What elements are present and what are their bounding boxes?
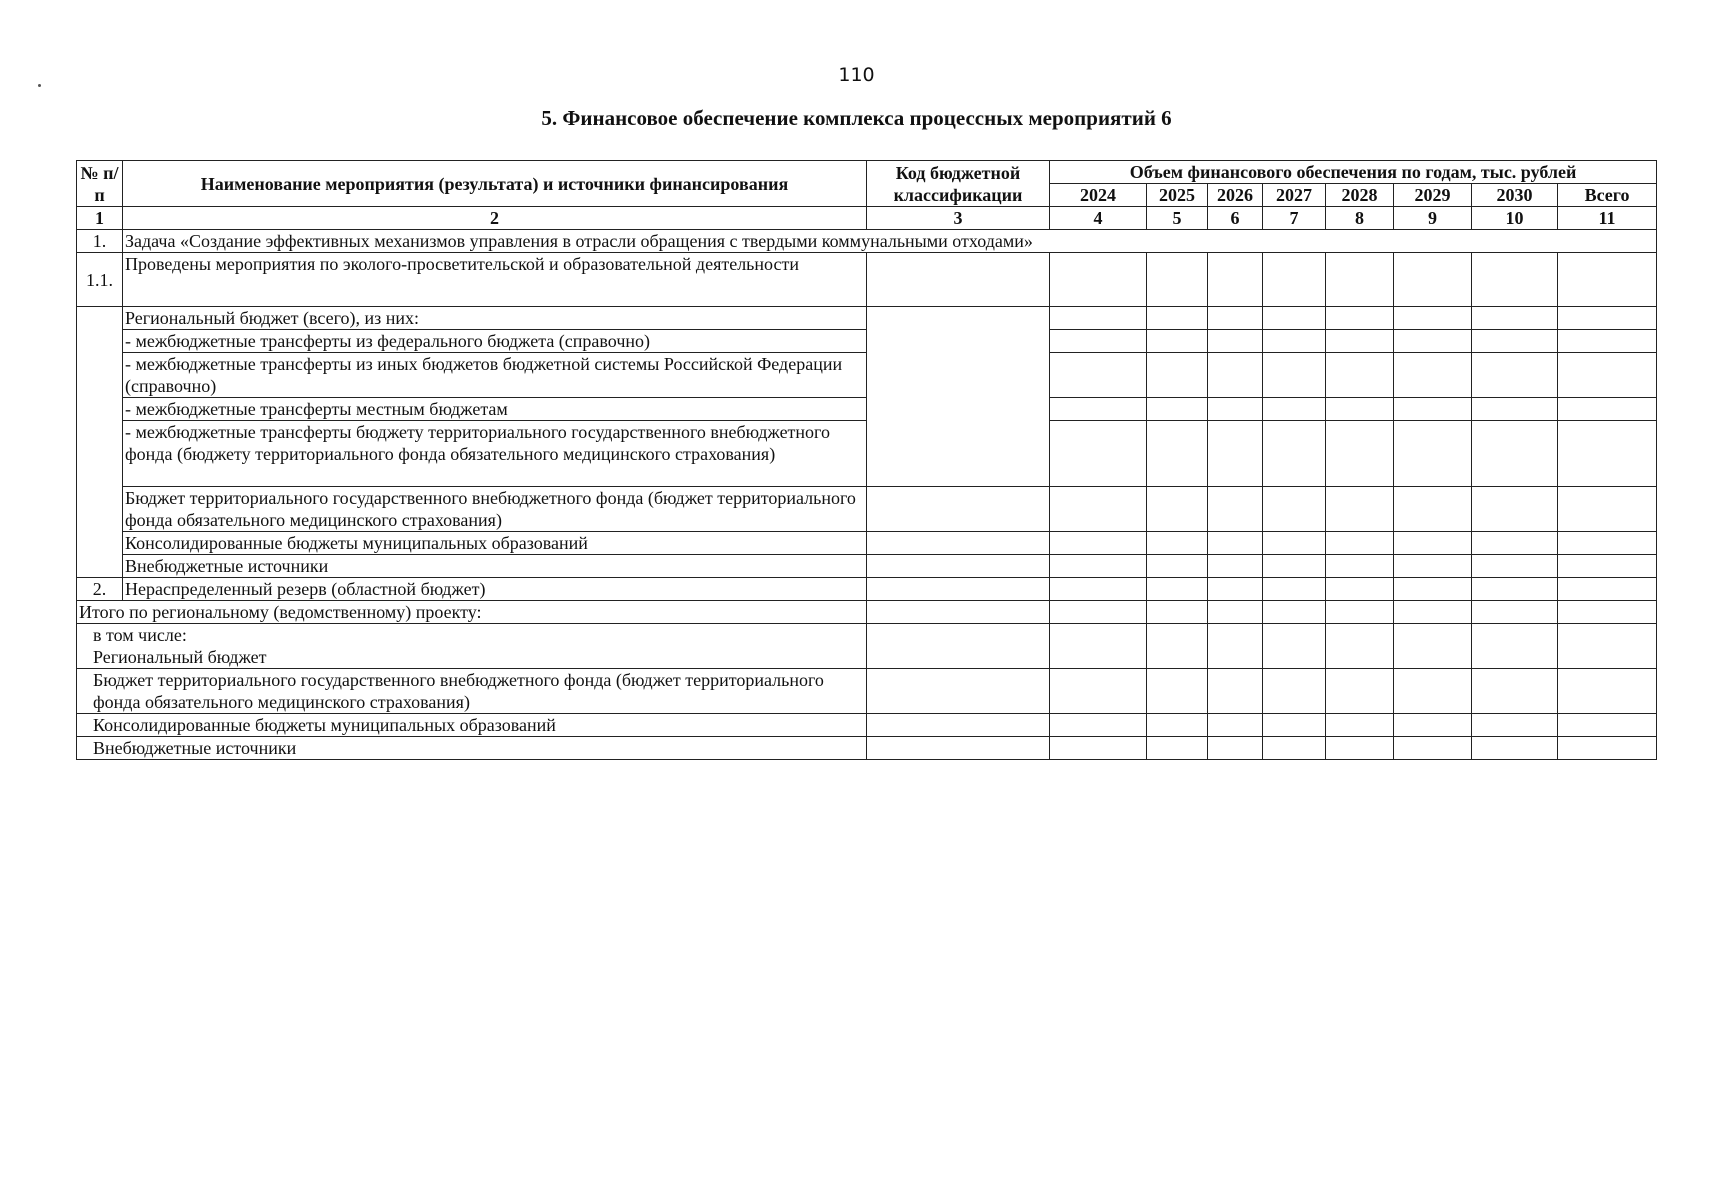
value-cell bbox=[1263, 253, 1326, 307]
value-cell bbox=[1263, 624, 1326, 669]
value-cell bbox=[1208, 669, 1263, 714]
value-cell bbox=[1050, 624, 1147, 669]
value-cell bbox=[1326, 353, 1394, 398]
value-cell bbox=[1050, 421, 1147, 487]
value-cell bbox=[1050, 487, 1147, 532]
value-cell bbox=[1558, 398, 1657, 421]
value-cell bbox=[1050, 532, 1147, 555]
code-cell bbox=[867, 714, 1050, 737]
total-source-row bbox=[77, 669, 1657, 714]
code-cell bbox=[867, 737, 1050, 760]
source-row bbox=[77, 487, 1657, 532]
code-cell bbox=[867, 578, 1050, 601]
value-cell bbox=[1147, 714, 1208, 737]
value-cell bbox=[1263, 714, 1326, 737]
value-cell bbox=[1326, 714, 1394, 737]
value-cell bbox=[1147, 555, 1208, 578]
source-label: Региональный бюджет (всего), из них: bbox=[123, 307, 867, 330]
reserve-row bbox=[77, 578, 1657, 601]
total-source-label: Бюджет территориального государственного внебюджетного фонда (бюджет территориального фонда обязательного медицинского страхования) bbox=[77, 669, 867, 714]
value-cell bbox=[1472, 253, 1558, 307]
value-cell bbox=[1263, 487, 1326, 532]
index-cell: 9 bbox=[1394, 207, 1472, 230]
code-cell bbox=[867, 253, 1050, 307]
value-cell bbox=[1050, 353, 1147, 398]
header-row-1 bbox=[77, 161, 1657, 184]
index-cell: 8 bbox=[1326, 207, 1394, 230]
value-cell bbox=[1050, 307, 1147, 330]
value-cell bbox=[1263, 555, 1326, 578]
value-cell bbox=[1050, 555, 1147, 578]
header-volume: Объем финансового обеспечения по годам, тыс. рублей bbox=[1050, 161, 1657, 184]
value-cell bbox=[1394, 253, 1472, 307]
header-total: Всего bbox=[1558, 184, 1657, 207]
value-cell bbox=[1558, 555, 1657, 578]
value-cell bbox=[1472, 487, 1558, 532]
code-cell-merged bbox=[867, 307, 1050, 487]
value-cell bbox=[1394, 487, 1472, 532]
value-cell bbox=[1326, 421, 1394, 487]
reserve-num: 2. bbox=[77, 578, 123, 601]
value-cell bbox=[1472, 353, 1558, 398]
index-cell: 7 bbox=[1263, 207, 1326, 230]
page-number: 110 bbox=[838, 64, 875, 86]
financing-table bbox=[76, 160, 1657, 760]
header-year: 2029 bbox=[1394, 184, 1472, 207]
total-row bbox=[77, 601, 1657, 624]
value-cell bbox=[1208, 487, 1263, 532]
value-cell bbox=[1263, 421, 1326, 487]
value-cell bbox=[1147, 578, 1208, 601]
value-cell bbox=[1394, 398, 1472, 421]
source-row bbox=[77, 555, 1657, 578]
value-cell bbox=[1472, 555, 1558, 578]
value-cell bbox=[1050, 578, 1147, 601]
index-cell: 4 bbox=[1050, 207, 1147, 230]
value-cell bbox=[1394, 714, 1472, 737]
value-cell bbox=[1394, 330, 1472, 353]
measure-row bbox=[77, 253, 1657, 307]
source-label: - межбюджетные трансферты из федерального бюджета (справочно) bbox=[123, 330, 867, 353]
value-cell bbox=[1394, 578, 1472, 601]
value-cell bbox=[1147, 353, 1208, 398]
value-cell bbox=[1472, 624, 1558, 669]
source-row bbox=[77, 532, 1657, 555]
header-year: 2024 bbox=[1050, 184, 1147, 207]
value-cell bbox=[1208, 532, 1263, 555]
value-cell bbox=[1326, 555, 1394, 578]
value-cell bbox=[1147, 487, 1208, 532]
value-cell bbox=[1472, 398, 1558, 421]
value-cell bbox=[1050, 398, 1147, 421]
total-source-label bbox=[77, 624, 867, 669]
value-cell bbox=[1558, 253, 1657, 307]
header-year: 2025 bbox=[1147, 184, 1208, 207]
value-cell bbox=[1472, 421, 1558, 487]
value-cell bbox=[1208, 307, 1263, 330]
code-cell bbox=[867, 555, 1050, 578]
source-label: - межбюджетные трансферты местным бюджетам bbox=[123, 398, 867, 421]
index-cell: 11 bbox=[1558, 207, 1657, 230]
source-label: Внебюджетные источники bbox=[123, 555, 867, 578]
header-year: 2026 bbox=[1208, 184, 1263, 207]
task-num: 1. bbox=[77, 230, 123, 253]
value-cell bbox=[1472, 601, 1558, 624]
measure-num: 1.1. bbox=[77, 253, 123, 307]
value-cell bbox=[1558, 624, 1657, 669]
value-cell bbox=[1558, 330, 1657, 353]
regional-budget-label: Региональный бюджет bbox=[93, 647, 267, 667]
value-cell bbox=[1208, 398, 1263, 421]
value-cell bbox=[1208, 714, 1263, 737]
value-cell bbox=[1472, 578, 1558, 601]
value-cell bbox=[1208, 624, 1263, 669]
value-cell bbox=[1208, 421, 1263, 487]
total-source-row bbox=[77, 737, 1657, 760]
index-cell: 6 bbox=[1208, 207, 1263, 230]
source-label: - межбюджетные трансферты бюджету территориального государственного внебюджетного фонда (бюджету территориального фонда обязательного медицинского страхования) bbox=[123, 421, 867, 487]
source-label: Бюджет территориального государственного внебюджетного фонда (бюджет территориального фонда обязательного медицинского страхования) bbox=[123, 487, 867, 532]
value-cell bbox=[1263, 669, 1326, 714]
value-cell bbox=[1147, 601, 1208, 624]
value-cell bbox=[1558, 532, 1657, 555]
value-cell bbox=[1208, 253, 1263, 307]
value-cell bbox=[1472, 330, 1558, 353]
task-row bbox=[77, 230, 1657, 253]
index-cell: 3 bbox=[867, 207, 1050, 230]
reserve-text: Нераспределенный резерв (областной бюджет) bbox=[123, 578, 867, 601]
source-row bbox=[77, 307, 1657, 330]
value-cell bbox=[1326, 307, 1394, 330]
value-cell bbox=[1326, 737, 1394, 760]
value-cell bbox=[1558, 578, 1657, 601]
index-row bbox=[77, 207, 1657, 230]
value-cell bbox=[1558, 714, 1657, 737]
header-year: 2028 bbox=[1326, 184, 1394, 207]
value-cell bbox=[1394, 624, 1472, 669]
index-cell: 5 bbox=[1147, 207, 1208, 230]
value-cell bbox=[1394, 555, 1472, 578]
value-cell bbox=[1326, 532, 1394, 555]
value-cell bbox=[1558, 353, 1657, 398]
value-cell bbox=[1147, 307, 1208, 330]
value-cell bbox=[1147, 421, 1208, 487]
value-cell bbox=[1394, 737, 1472, 760]
value-cell bbox=[1208, 330, 1263, 353]
value-cell bbox=[1558, 737, 1657, 760]
code-cell bbox=[867, 532, 1050, 555]
source-label: - межбюджетные трансферты из иных бюджетов бюджетной системы Российской Федерации (справочно) bbox=[123, 353, 867, 398]
value-cell bbox=[1394, 532, 1472, 555]
total-source-row bbox=[77, 624, 1657, 669]
index-cell: 2 bbox=[123, 207, 867, 230]
value-cell bbox=[1147, 330, 1208, 353]
header-year: 2027 bbox=[1263, 184, 1326, 207]
value-cell bbox=[1050, 330, 1147, 353]
code-cell bbox=[867, 601, 1050, 624]
code-cell bbox=[867, 487, 1050, 532]
value-cell bbox=[1558, 307, 1657, 330]
value-cell bbox=[1208, 601, 1263, 624]
task-text: Задача «Создание эффективных механизмов управления в отрасли обращения с твердыми коммунальными отходами» bbox=[123, 230, 1657, 253]
value-cell bbox=[1263, 330, 1326, 353]
value-cell bbox=[1326, 253, 1394, 307]
value-cell bbox=[1263, 398, 1326, 421]
header-code: Код бюджетной классификации bbox=[867, 161, 1050, 207]
value-cell bbox=[1208, 555, 1263, 578]
value-cell bbox=[1326, 487, 1394, 532]
value-cell bbox=[1472, 737, 1558, 760]
index-cell: 1 bbox=[77, 207, 123, 230]
value-cell bbox=[1326, 601, 1394, 624]
section-title: 5. Финансовое обеспечение комплекса процессных мероприятий 6 bbox=[541, 106, 1172, 130]
value-cell bbox=[1558, 487, 1657, 532]
value-cell bbox=[1050, 669, 1147, 714]
value-cell bbox=[1472, 532, 1558, 555]
value-cell bbox=[1208, 353, 1263, 398]
source-label: Консолидированные бюджеты муниципальных образований bbox=[123, 532, 867, 555]
value-cell bbox=[1050, 737, 1147, 760]
total-source-label: Внебюджетные источники bbox=[77, 737, 867, 760]
value-cell bbox=[1263, 307, 1326, 330]
total-source-label: Консолидированные бюджеты муниципальных образований bbox=[77, 714, 867, 737]
source-num-blank bbox=[77, 307, 123, 578]
measure-text: Проведены мероприятия по эколого-просветительской и образовательной деятельности bbox=[123, 253, 867, 307]
value-cell bbox=[1147, 398, 1208, 421]
value-cell bbox=[1147, 737, 1208, 760]
value-cell bbox=[1263, 601, 1326, 624]
value-cell bbox=[1558, 601, 1657, 624]
value-cell bbox=[1263, 532, 1326, 555]
value-cell bbox=[1326, 578, 1394, 601]
value-cell bbox=[1558, 669, 1657, 714]
value-cell bbox=[1147, 669, 1208, 714]
value-cell bbox=[1558, 421, 1657, 487]
including-label: в том числе: bbox=[93, 625, 187, 645]
header-year: 2030 bbox=[1472, 184, 1558, 207]
value-cell bbox=[1326, 330, 1394, 353]
value-cell bbox=[1472, 307, 1558, 330]
value-cell bbox=[1263, 578, 1326, 601]
value-cell bbox=[1050, 714, 1147, 737]
value-cell bbox=[1472, 714, 1558, 737]
index-cell: 10 bbox=[1472, 207, 1558, 230]
header-num: № п/п bbox=[77, 161, 123, 207]
total-label: Итого по региональному (ведомственному) проекту: bbox=[77, 601, 867, 624]
value-cell bbox=[1394, 353, 1472, 398]
header-name: Наименование мероприятия (результата) и источники финансирования bbox=[123, 161, 867, 207]
value-cell bbox=[1326, 624, 1394, 669]
code-cell bbox=[867, 669, 1050, 714]
value-cell bbox=[1326, 669, 1394, 714]
value-cell bbox=[1263, 737, 1326, 760]
value-cell bbox=[1326, 398, 1394, 421]
value-cell bbox=[1472, 669, 1558, 714]
value-cell bbox=[1394, 669, 1472, 714]
value-cell bbox=[1263, 353, 1326, 398]
value-cell bbox=[1394, 307, 1472, 330]
value-cell bbox=[1394, 421, 1472, 487]
value-cell bbox=[1050, 601, 1147, 624]
total-source-row bbox=[77, 714, 1657, 737]
value-cell bbox=[1208, 578, 1263, 601]
value-cell bbox=[1394, 601, 1472, 624]
value-cell bbox=[1147, 624, 1208, 669]
value-cell bbox=[1208, 737, 1263, 760]
value-cell bbox=[1147, 253, 1208, 307]
value-cell bbox=[1050, 253, 1147, 307]
code-cell bbox=[867, 624, 1050, 669]
value-cell bbox=[1147, 532, 1208, 555]
